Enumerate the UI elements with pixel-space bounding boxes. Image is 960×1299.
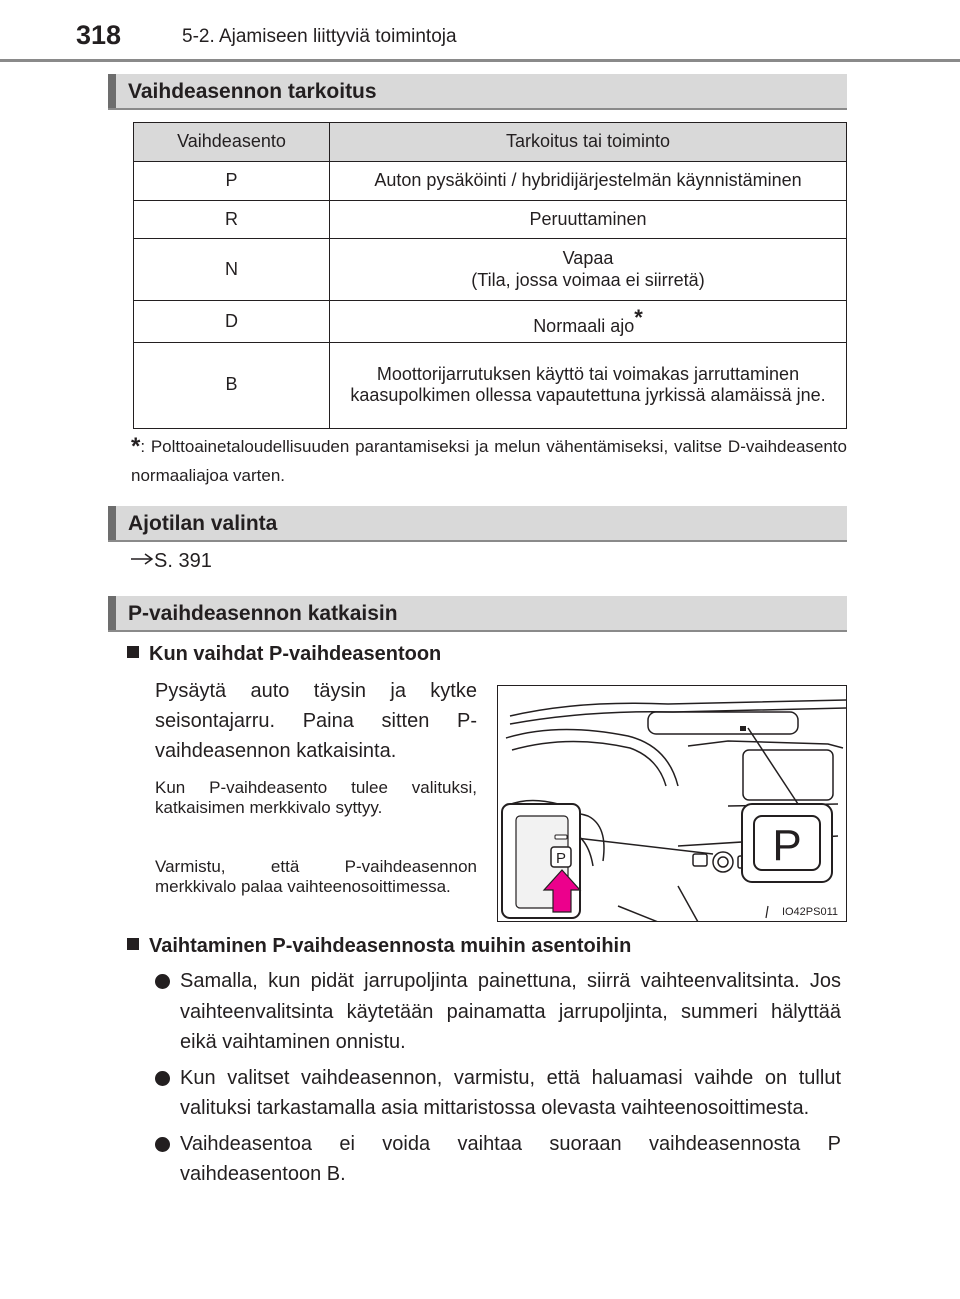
gear-function-text: Normaali ajo [533, 316, 635, 336]
footnote [131, 432, 847, 490]
p-switch-letter: P [555, 850, 567, 867]
gear-position-cell: P [134, 162, 330, 201]
gear-position-cell: N [134, 239, 330, 301]
table-header-row [134, 123, 847, 162]
header-divider [0, 59, 960, 62]
footnote-text: : Polttoainetaloudellisuuden parantamiseksi ja melun vähentämiseksi, valitse D-vaihdeasento normaaliajoa varten. [131, 437, 847, 485]
gear-function-line: (Tila, jossa voimaa ei siirretä) [471, 269, 705, 290]
gear-position-cell: R [134, 201, 330, 239]
table-row [134, 342, 847, 428]
shift-instructions-list [155, 966, 841, 1195]
list-item [155, 966, 841, 1058]
list-item [155, 1129, 841, 1190]
gear-function-cell [330, 301, 847, 343]
footnote-marker: * [634, 305, 643, 330]
subheading-text: Kun vaihdat P-vaihdeasentoon [149, 643, 442, 665]
gear-position-cell: B [134, 342, 330, 428]
square-bullet-icon [127, 938, 139, 950]
p-indicator-mark [740, 726, 746, 731]
gear-position-cell: D [134, 301, 330, 343]
bullet-dot-icon [155, 1137, 170, 1152]
gear-function-cell: Moottorijarrutuksen käyttö tai voimakas jarruttaminen kaasupolkimen ollessa vapautettuna jyrkissä alamäissä jne. [330, 342, 847, 428]
bullet-dot-icon [155, 974, 170, 989]
subheading-shift-from-p [127, 935, 631, 958]
page-number: 318 [76, 20, 122, 50]
list-item-text: Kun valitset vaihdeasennon, varmistu, että haluamasi vaihde on tullut valituksi tarkastamalla asia mittaristossa olevasta vaihteenosoittimesta. [180, 1066, 841, 1119]
page-reference-text: S. 391 [154, 550, 212, 572]
gear-function-line: Vapaa [562, 247, 614, 268]
illustration-code: IO42PS011 [781, 906, 838, 918]
section-heading-bar [108, 74, 116, 108]
list-item [155, 1063, 841, 1124]
gear-function-cell: Auton pysäköinti / hybridijärjestelmän käynnistäminen [330, 162, 847, 201]
gear-position-table [133, 122, 847, 429]
dashboard-illustration [497, 685, 847, 922]
bullet-dot-icon [155, 1071, 170, 1086]
note-paragraph: Kun P-vaihdeasento tulee valituksi, katkaisimen merkkivalo syttyy. [155, 778, 477, 817]
dashboard-drawing [498, 686, 847, 922]
p-indicator-letter: P [772, 821, 802, 870]
section-heading-bar [108, 596, 116, 630]
square-bullet-icon [127, 646, 139, 658]
table-row [134, 201, 847, 239]
column-header-function: Tarkoitus tai toiminto [330, 123, 847, 162]
section-heading-title: P-vaihdeasennon katkaisin [128, 602, 398, 625]
section-heading-title: Ajotilan valinta [128, 512, 278, 535]
section-heading-drive-mode [108, 506, 847, 542]
table-row [134, 301, 847, 343]
section-heading-gear-purpose [108, 74, 847, 110]
list-item-text: Samalla, kun pidät jarrupoljinta painettuna, siirrä vaihteenvalitsinta. Jos vaihteenvalitsinta käytetään painamatta jarrupoljinta, summeri hälyttää eikä vaihtaminen onnistu. [180, 970, 841, 1053]
gear-function-cell [330, 239, 847, 301]
note-paragraph: Varmistu, että P-vaihdeasennon merkkivalo palaa vaihteenosoittimessa. [155, 857, 477, 896]
table-row [134, 239, 847, 301]
subheading-shift-to-p [127, 643, 441, 666]
arrow-right-icon [130, 553, 154, 565]
table-row [134, 162, 847, 201]
page-reference-link[interactable] [130, 550, 212, 573]
section-heading-p-switch [108, 596, 847, 632]
column-header-position: Vaihdeasento [134, 123, 330, 162]
section-heading-title: Vaihdeasennon tarkoitus [128, 80, 377, 103]
list-item-text: Vaihdeasentoa ei voida vaihtaa suoraan vaihdeasennosta P vaihdeasentoon B. [180, 1132, 841, 1185]
footnote-star: * [131, 433, 141, 460]
chapter-title: 5-2. Ajamiseen liittyviä toimintoja [182, 26, 457, 47]
subheading-text: Vaihtaminen P-vaihdeasennosta muihin asentoihin [149, 935, 632, 957]
section-heading-bar [108, 506, 116, 540]
gear-function-cell: Peruuttaminen [330, 201, 847, 239]
instruction-paragraph: Pysäytä auto täysin ja kytke seisontajarru. Paina sitten P-vaihdeasennon katkaisinta. [155, 680, 477, 762]
